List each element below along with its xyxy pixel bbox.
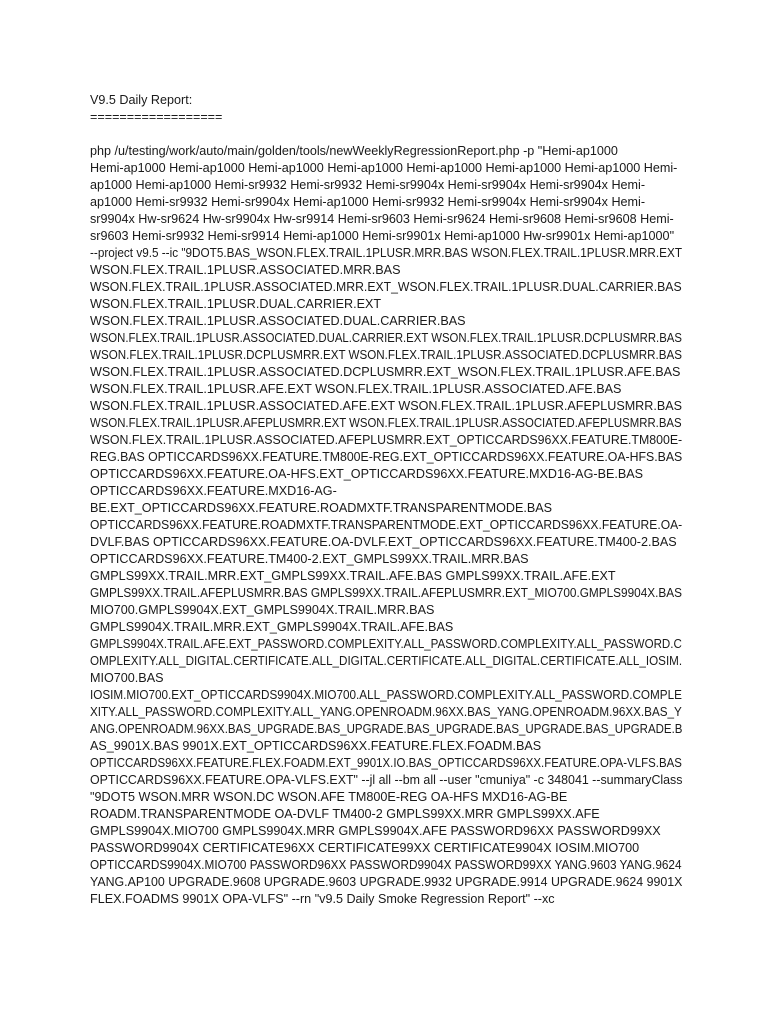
command-line: --project v9.5 --ic "9DOT5.BAS_WSON.FLEX.TRAIL.1PLUSR.MRR.BAS WSON.FLEX.TRAIL.1PLUSR.MRR.EXT <box>90 246 683 260</box>
command-line: ANG.OPENROADM.96XX.BAS_UPGRADE.BAS_UPGRADE.BAS_UPGRADE.BAS_UPGRADE.BAS_UPGRADE.B <box>90 722 683 736</box>
command-line: GMPLS9904X.TRAIL.MRR.EXT_GMPLS9904X.TRAIL.AFE.BAS <box>90 620 454 634</box>
command-line: OPTICCARDS96XX.FEATURE.TM400-2.EXT_GMPLS99XX.TRAIL.MRR.BAS <box>90 552 529 566</box>
command-line: WSON.FLEX.TRAIL.1PLUSR.AFE.EXT WSON.FLEX.TRAIL.1PLUSR.ASSOCIATED.AFE.BAS <box>90 382 622 396</box>
command-line: AS_9901X.BAS 9901X.EXT_OPTICCARDS96XX.FEATURE.FLEX.FOADM.BAS <box>90 739 542 753</box>
command-line: OPTICCARDS96XX.FEATURE.OA-HFS.EXT_OPTICCARDS96XX.FEATURE.MXD16-AG-BE.BAS <box>90 467 644 481</box>
command-line: sr9904x Hw-sr9624 Hw-sr9904x Hw-sr9914 Hemi-sr9603 Hemi-sr9624 Hemi-sr9608 Hemi-sr9608 Hemi- <box>90 212 674 226</box>
report-title: V9.5 Daily Report: <box>90 93 193 107</box>
command-line: WSON.FLEX.TRAIL.1PLUSR.ASSOCIATED.DUAL.CARRIER.EXT WSON.FLEX.TRAIL.1PLUSR.DCPLUSMRR.BAS <box>90 331 682 345</box>
blank-line <box>90 126 682 143</box>
command-line: GMPLS99XX.TRAIL.MRR.EXT_GMPLS99XX.TRAIL.AFE.BAS GMPLS99XX.TRAIL.AFE.EXT <box>90 569 616 583</box>
command-line: OPTICCARDS96XX.FEATURE.FLEX.FOADM.EXT_9901X.IO.BAS_OPTICCARDS96XX.FEATURE.OPA-VLFS.BAS <box>90 756 682 770</box>
title-underline: ================== <box>90 110 223 124</box>
command-line: Hemi-ap1000 Hemi-ap1000 Hemi-ap1000 Hemi-ap1000 Hemi-ap1000 Hemi-ap1000 Hemi-ap1000 Hemi- <box>90 161 678 175</box>
command-line: REG.BAS OPTICCARDS96XX.FEATURE.TM800E-REG.EXT_OPTICCARDS96XX.FEATURE.OA-HFS.BAS <box>90 450 683 464</box>
command-line: XITY.ALL_PASSWORD.COMPLEXITY.ALL_YANG.OPENROADM.96XX.BAS_YANG.OPENROADM.96XX.BAS_Y <box>90 705 682 719</box>
command-line: MIO700.GMPLS9904X.EXT_GMPLS9904X.TRAIL.MRR.BAS <box>90 603 435 617</box>
command-line: GMPLS9904X.TRAIL.AFE.EXT_PASSWORD.COMPLEXITY.ALL_PASSWORD.COMPLEXITY.ALL_PASSWORD.C <box>90 637 682 651</box>
command-line: WSON.FLEX.TRAIL.1PLUSR.AFEPLUSMRR.EXT WSON.FLEX.TRAIL.1PLUSR.ASSOCIATED.AFEPLUSMRR.BAS <box>90 416 682 430</box>
command-line: WSON.FLEX.TRAIL.1PLUSR.ASSOCIATED.DUAL.CARRIER.BAS <box>90 314 466 328</box>
command-line: ROADM.TRANSPARENTMODE OA-DVLF TM400-2 GMPLS99XX.MRR GMPLS99XX.AFE <box>90 807 600 821</box>
command-line: "9DOT5 WSON.MRR WSON.DC WSON.AFE TM800E-REG OA-HFS MXD16-AG-BE <box>90 790 568 804</box>
command-line: OPTICCARDS96XX.FEATURE.OPA-VLFS.EXT" --jl all --bm all --user "cmuniya" -c 348041 --summaryClass <box>90 773 683 787</box>
command-line: DVLF.BAS OPTICCARDS96XX.FEATURE.OA-DVLF.EXT_OPTICCARDS96XX.FEATURE.TM400-2.BAS <box>90 535 677 549</box>
command-line: WSON.FLEX.TRAIL.1PLUSR.ASSOCIATED.MRR.BAS <box>90 263 401 277</box>
command-line: YANG.AP100 UPGRADE.9608 UPGRADE.9603 UPGRADE.9932 UPGRADE.9914 UPGRADE.9624 9901X <box>90 875 683 889</box>
command-line: OPTICCARDS9904X.MIO700 PASSWORD96XX PASSWORD9904X PASSWORD99XX YANG.9603 YANG.9624 <box>90 858 682 872</box>
command-line: GMPLS99XX.TRAIL.AFEPLUSMRR.BAS GMPLS99XX.TRAIL.AFEPLUSMRR.EXT_MIO700.GMPLS9904X.BAS <box>90 586 683 600</box>
command-line: WSON.FLEX.TRAIL.1PLUSR.DUAL.CARRIER.EXT <box>90 297 382 311</box>
command-line: OMPLEXITY.ALL_DIGITAL.CERTIFICATE.ALL_DIGITAL.CERTIFICATE.ALL_DIGITAL.CERTIFICATE.ALL_IOSIM. <box>90 654 683 668</box>
report-document <box>90 92 682 908</box>
command-line: GMPLS9904X.MIO700 GMPLS9904X.MRR GMPLS9904X.AFE PASSWORD96XX PASSWORD99XX <box>90 824 661 838</box>
command-line: OPTICCARDS96XX.FEATURE.ROADMXTF.TRANSPARENTMODE.EXT_OPTICCARDS96XX.FEATURE.OA- <box>90 518 683 532</box>
command-line: WSON.FLEX.TRAIL.1PLUSR.ASSOCIATED.AFEPLUSMRR.EXT_OPTICCARDS96XX.FEATURE.TM800E- <box>90 433 683 447</box>
command-line: WSON.FLEX.TRAIL.1PLUSR.ASSOCIATED.DCPLUSMRR.EXT_WSON.FLEX.TRAIL.1PLUSR.AFE.BAS <box>90 365 681 379</box>
command-text <box>90 143 682 908</box>
command-line: IOSIM.MIO700.EXT_OPTICCARDS9904X.MIO700.ALL_PASSWORD.COMPLEXITY.ALL_PASSWORD.COMPLE <box>90 688 682 702</box>
command-line: BE.EXT_OPTICCARDS96XX.FEATURE.ROADMXTF.TRANSPARENTMODE.BAS <box>90 501 553 515</box>
command-line: FLEX.FOADMS 9901X OPA-VLFS" --rn "v9.5 Daily Smoke Regression Report" --xc <box>90 892 555 906</box>
command-line: WSON.FLEX.TRAIL.1PLUSR.ASSOCIATED.MRR.EXT_WSON.FLEX.TRAIL.1PLUSR.DUAL.CARRIER.BAS <box>90 280 682 294</box>
command-line: ap1000 Hemi-sr9932 Hemi-sr9904x Hemi-ap1000 Hemi-sr9932 Hemi-sr9904x Hemi-sr9904x Hemi- <box>90 195 646 209</box>
command-line: ap1000 Hemi-ap1000 Hemi-sr9932 Hemi-sr9932 Hemi-sr9904x Hemi-sr9904x Hemi-sr9904x Hemi- <box>90 178 646 192</box>
command-line: OPTICCARDS96XX.FEATURE.MXD16-AG- <box>90 484 337 498</box>
command-line: MIO700.BAS <box>90 671 164 685</box>
command-line: WSON.FLEX.TRAIL.1PLUSR.DCPLUSMRR.EXT WSON.FLEX.TRAIL.1PLUSR.ASSOCIATED.DCPLUSMRR.BAS <box>90 348 682 362</box>
command-line: sr9603 Hemi-sr9932 Hemi-sr9914 Hemi-ap1000 Hemi-sr9901x Hemi-ap1000 Hw-sr9901x Hemi-ap1000" <box>90 229 675 243</box>
command-line: WSON.FLEX.TRAIL.1PLUSR.ASSOCIATED.AFE.EXT WSON.FLEX.TRAIL.1PLUSR.AFEPLUSMRR.BAS <box>90 399 682 413</box>
command-line: php /u/testing/work/auto/main/golden/tools/newWeeklyRegressionReport.php -p "Hemi-ap1000 <box>90 144 618 158</box>
command-line: PASSWORD9904X CERTIFICATE96XX CERTIFICATE99XX CERTIFICATE9904X IOSIM.MIO700 <box>90 841 640 855</box>
